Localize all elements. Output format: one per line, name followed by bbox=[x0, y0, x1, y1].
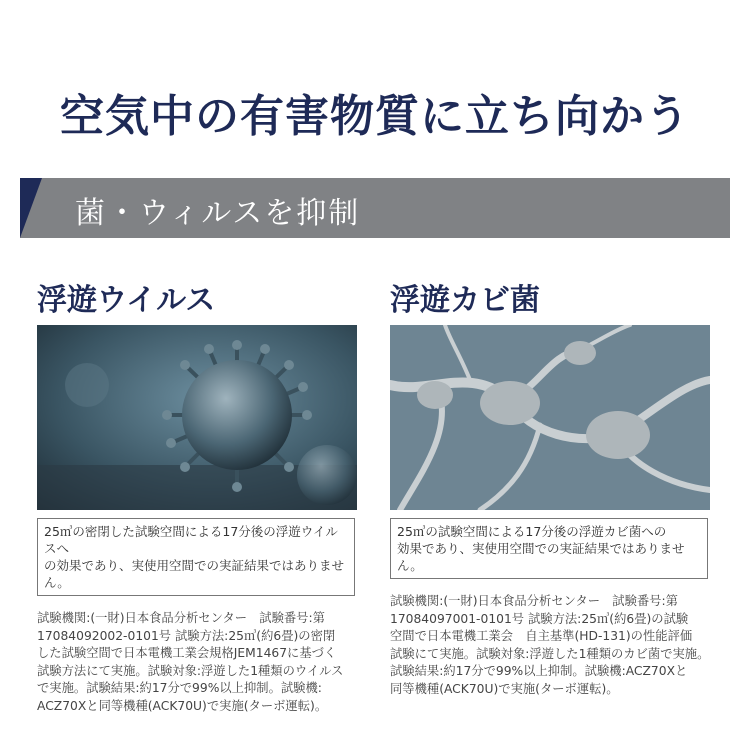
virus-detail-line: した試験空間で日本電機工業会規格JEM1467に基づく bbox=[37, 646, 337, 660]
virus-note-line: の効果であり、実使用空間での実証結果ではありません。 bbox=[44, 558, 345, 590]
virus-image bbox=[37, 325, 357, 510]
mold-detail-line: 同等機種(ACK70U)で実施(ターボ運転)。 bbox=[390, 681, 619, 696]
mold-test-details bbox=[390, 593, 710, 698]
virus-note-box bbox=[37, 518, 355, 596]
mold-detail-line: 試験結果:約17分で99%以上抑制。試験機:ACZ70Xと bbox=[390, 664, 688, 678]
virus-detail-line: ACZ70Xと同等機種(ACK70U)で実施(ターボ運転)。 bbox=[37, 698, 328, 713]
mold-note-box bbox=[390, 518, 708, 579]
virus-column bbox=[37, 283, 357, 715]
mold-note-line: 効果であり、実使用空間での実証結果ではありません。 bbox=[397, 541, 685, 573]
virus-detail-line: で実施。試験結果:約17分で99%以上抑制。試験機: bbox=[37, 681, 322, 695]
mold-column bbox=[390, 283, 710, 698]
section-banner bbox=[20, 178, 730, 238]
virus-detail-line: 試験方法にて実施。試験対象:浮遊した1種類のウイルス bbox=[37, 663, 344, 678]
virus-test-details bbox=[37, 610, 357, 715]
mold-note-line: 25㎥の試験空間による17分後の浮遊カビ菌への bbox=[397, 524, 667, 539]
virus-title: 浮遊ウイルス bbox=[37, 283, 216, 318]
mold-title: 浮遊カビ菌 bbox=[390, 283, 540, 318]
virus-note-line: 25㎥の密閉した試験空間による17分後の浮遊ウイルスへ bbox=[44, 524, 338, 556]
mold-image bbox=[390, 325, 710, 510]
virus-detail-line: 17084092002-0101号 試験方法:25㎥(約6畳)の密閉 bbox=[37, 628, 336, 643]
banner-label: 菌・ウィルスを抑制 bbox=[75, 196, 361, 231]
virus-detail-line: 試験機関:(一財)日本食品分析センター 試験番号:第 bbox=[37, 611, 325, 625]
mold-detail-line: 試験にて実施。試験対象:浮遊した1種類のカビ菌で実施。 bbox=[390, 646, 710, 661]
page-headline: 空気中の有害物質に立ち向かう bbox=[60, 91, 690, 142]
mold-detail-line: 空間で日本電機工業会 自主基準(HD-131)の性能評価 bbox=[390, 629, 693, 643]
banner-accent-stripe bbox=[20, 178, 42, 238]
mold-detail-line: 17084097001-0101号 試験方法:25㎥(約6畳)の試験 bbox=[390, 611, 689, 626]
mold-detail-line: 試験機関:(一財)日本食品分析センター 試験番号:第 bbox=[390, 594, 678, 608]
